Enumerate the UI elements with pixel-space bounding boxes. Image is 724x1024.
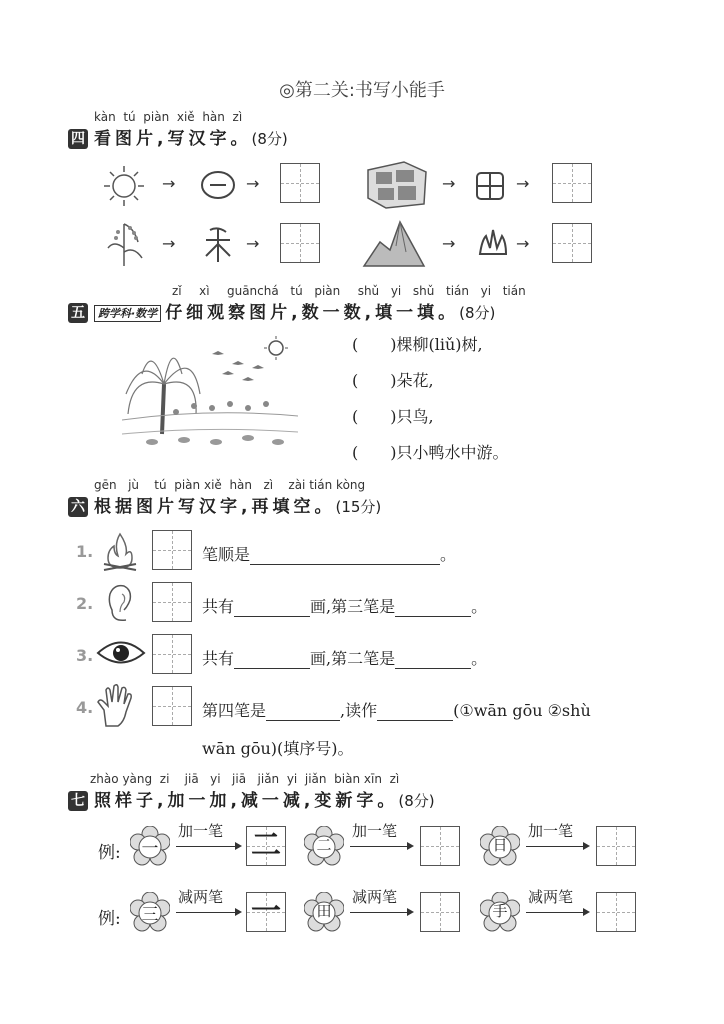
example-label: 例:	[98, 909, 121, 929]
sec6-badge: 六	[68, 497, 88, 517]
tianzi-box[interactable]	[280, 163, 320, 203]
tianzi-box[interactable]	[552, 163, 592, 203]
tianzi-box[interactable]	[152, 686, 192, 726]
sec7-pinyin: zhào yàng zi jiā yi jiā jiǎn yi jiǎn biàn xīn zì	[90, 772, 400, 786]
example-label: 例:	[98, 843, 121, 863]
tianzi-box	[246, 892, 286, 932]
operation-label: 加一笔	[352, 822, 398, 840]
tianzi-box[interactable]	[152, 530, 192, 570]
tianzi-box[interactable]	[280, 223, 320, 263]
sec5-pinyin: zǐ xì guānchá tú piàn shǔ yi shǔ tián yi tián	[172, 284, 526, 298]
arrow-icon: →	[162, 234, 176, 253]
operation-label: 减两笔	[178, 888, 224, 906]
willow-pond-scene-icon	[122, 334, 298, 454]
tianzi-box[interactable]	[152, 582, 192, 622]
arrow-icon: →	[516, 234, 530, 253]
tianzi-box	[246, 826, 286, 866]
hand-icon	[96, 682, 136, 728]
result-char: 一	[251, 894, 281, 929]
arrow-icon: →	[516, 174, 530, 193]
question-number: 3.	[76, 646, 94, 665]
arrow-icon: →	[442, 234, 456, 253]
source-char: 日	[492, 836, 508, 854]
arrow-icon	[176, 846, 240, 847]
source-char: 手	[492, 902, 508, 920]
cross-subject-tag: 跨学科·数学	[94, 305, 161, 322]
fire-icon	[98, 530, 142, 572]
arrow-icon	[526, 912, 588, 913]
ancient-mountain-glyph-icon	[476, 226, 510, 260]
tianzi-box[interactable]	[420, 826, 460, 866]
sec7-heading: 七 照样子,加一加,减一减,变新字。(8分)	[68, 786, 435, 811]
sec4-badge: 四	[68, 129, 88, 149]
tianzi-box[interactable]	[152, 634, 192, 674]
question-number: 4.	[76, 698, 94, 717]
sec6-heading: 六 根据图片写汉字,再填空。(15分)	[68, 492, 381, 517]
source-char: 一	[141, 839, 159, 859]
question-number: 1.	[76, 542, 94, 561]
answer-blank[interactable]	[234, 668, 310, 669]
answer-blank[interactable]	[377, 720, 453, 721]
tianzi-box[interactable]	[596, 892, 636, 932]
rice-plant-icon	[104, 218, 146, 268]
stroke-reading-line-cont: wān gōu)(填序号)。	[202, 739, 354, 758]
ancient-sun-glyph-icon	[198, 168, 238, 202]
stroke-count-line: 共有 画,第三笔是 。	[202, 597, 488, 616]
mountain-icon	[362, 216, 426, 268]
sec5-badge: 五	[68, 303, 88, 323]
sec6-pinyin: gēn jù tú piàn xiě hàn zì zài tián kòng	[94, 478, 366, 492]
result-char: 二	[251, 828, 281, 863]
question-number: 2.	[76, 594, 94, 613]
source-char: 田	[316, 902, 332, 920]
answer-blank[interactable]	[395, 668, 471, 669]
arrow-icon: →	[246, 174, 260, 193]
source-char: 二	[316, 836, 332, 854]
stroke-reading-line: 第四笔是 ,读作 (①wān gōu ②shù	[202, 701, 591, 720]
count-row-flowers[interactable]: ( )朵花,	[352, 371, 434, 390]
field-grid-icon	[364, 160, 430, 210]
ancient-grain-glyph-icon	[200, 224, 236, 264]
stroke-order-line: 笔顺是 。	[202, 545, 457, 564]
source-char: 三	[141, 905, 159, 925]
sec4-pinyin: kàn tú piàn xiě hàn zì	[94, 110, 243, 124]
arrow-icon	[350, 912, 412, 913]
stroke-count-line: 共有 画,第二笔是 。	[202, 649, 488, 668]
sec5-heading: 五 跨学科·数学 仔细观察图片,数一数,填一填。(8分)	[68, 298, 495, 323]
arrow-icon	[176, 912, 240, 913]
page-title: ◎第二关:书写小能手	[279, 80, 445, 101]
tianzi-box[interactable]	[596, 826, 636, 866]
answer-blank[interactable]	[395, 616, 471, 617]
operation-label: 减两笔	[352, 888, 398, 906]
arrow-icon	[526, 846, 588, 847]
ancient-field-glyph-icon	[474, 170, 506, 202]
answer-blank[interactable]	[266, 720, 340, 721]
eye-icon	[96, 638, 146, 668]
arrow-icon: →	[162, 174, 176, 193]
arrow-icon: →	[246, 234, 260, 253]
answer-blank[interactable]	[250, 564, 440, 565]
ear-icon	[104, 582, 134, 624]
sec7-badge: 七	[68, 791, 88, 811]
count-row-birds[interactable]: ( )只鸟,	[352, 407, 434, 426]
arrow-icon	[350, 846, 412, 847]
operation-label: 加一笔	[178, 822, 224, 840]
operation-label: 加一笔	[528, 822, 574, 840]
count-row-willow[interactable]: ( )棵柳(liǔ)树,	[352, 335, 483, 354]
answer-blank[interactable]	[234, 616, 310, 617]
count-row-ducks[interactable]: ( )只小鸭水中游。	[352, 443, 509, 462]
tianzi-box[interactable]	[552, 223, 592, 263]
operation-label: 减两笔	[528, 888, 574, 906]
sun-icon	[102, 164, 146, 208]
arrow-icon: →	[442, 174, 456, 193]
tianzi-box[interactable]	[420, 892, 460, 932]
sec4-heading: 四 看图片,写汉字。(8分)	[68, 124, 288, 149]
